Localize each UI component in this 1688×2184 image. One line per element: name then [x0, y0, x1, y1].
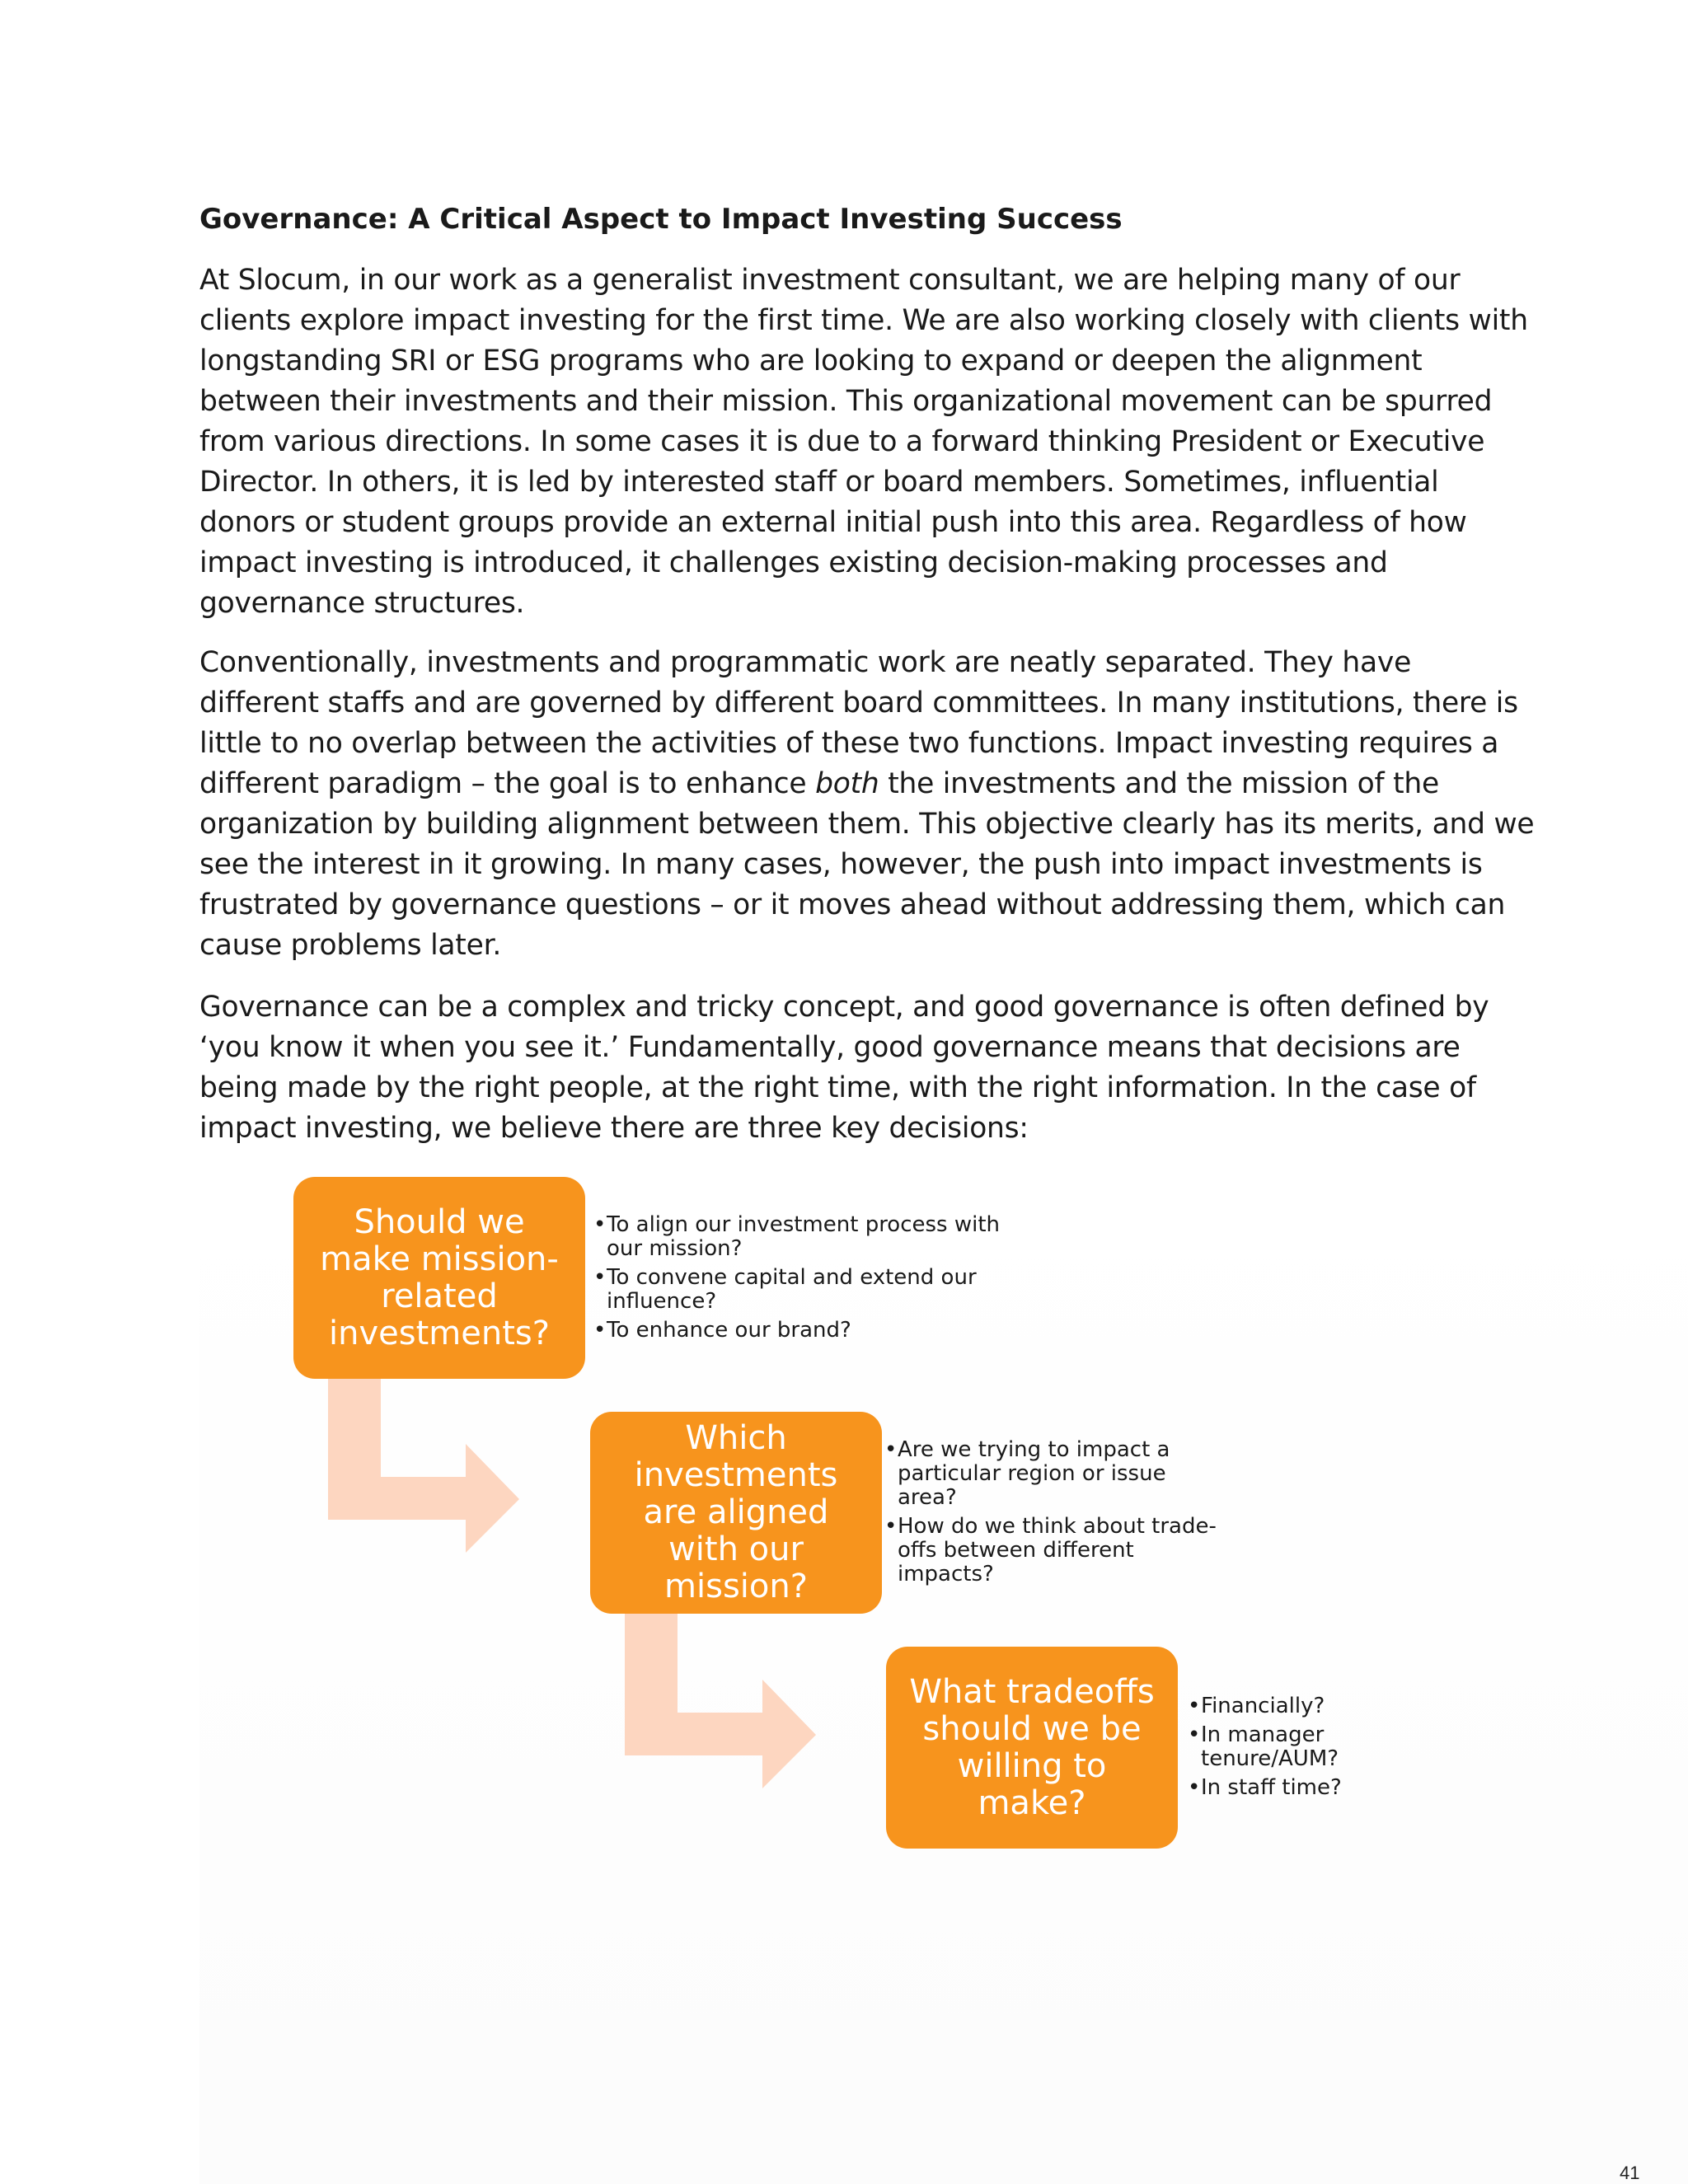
bullet-item [1188, 1694, 1369, 1718]
bullet-dot: • [593, 1265, 607, 1290]
emphasis-both: both [815, 767, 879, 800]
paragraph-governance: Governance can be a complex and tricky concept, and good governance is often defined by ‘you know it when you see it.’ Fundamentally, good governance means that decisions are being made by the right people, at the right time, with the right information. In the case of impact investing, we believe there are three key decisions: [199, 991, 1489, 1145]
bullet-dot: • [593, 1212, 607, 1237]
bullet-text: Financially? [1201, 1694, 1325, 1718]
bullet-text: To convene capital and extend our influence? [607, 1265, 977, 1314]
flow-arrow-1 [321, 1378, 528, 1559]
bullet-text: In manager tenure/AUM? [1201, 1722, 1339, 1771]
question-text-2: Which investments are aligned with our mission? [634, 1419, 838, 1605]
paragraph-conventional-part2: the investments and the mission of the organization by building alignment between them. This objective clearly has its merits, and we see the interest in it growing. In many cases, however, the push into impact investments is frustrated by governance questions – or it moves ahead without addressing them, which can cause problems later. [199, 767, 1535, 962]
bullet-dot: • [1188, 1722, 1201, 1747]
bullet-list-1 [593, 1213, 1022, 1347]
bullet-dot: • [1188, 1775, 1201, 1800]
paragraph-conventional-part1: Conventionally, investments and programmatic work are neatly separated. They have different staffs and are governed by different board committees. In many institutions, there is little to no overlap between the activities of these two functions. Impact investing requires a different paradigm – the goal is to enhance [199, 646, 1518, 800]
bullet-text: How do we think about trade-offs between different impacts? [898, 1514, 1217, 1586]
bullet-item [1188, 1723, 1369, 1771]
bullet-item [884, 1515, 1231, 1586]
bullet-list-2 [884, 1438, 1231, 1591]
bullet-dot: • [1188, 1694, 1201, 1718]
bullet-item [593, 1319, 1022, 1343]
bullet-item [593, 1266, 1022, 1314]
question-text-3: What tradeoffs should we be willing to make? [909, 1672, 1155, 1822]
bullet-item [884, 1438, 1231, 1510]
bullet-text: To enhance our brand? [607, 1318, 851, 1343]
section-heading: Governance: A Critical Aspect to Impact Investing Success [199, 203, 1123, 236]
paragraph-conventional [199, 643, 1539, 966]
bullet-dot: • [884, 1437, 898, 1462]
bullet-text: To align our investment process with our mission? [607, 1212, 1001, 1261]
bullet-dot: • [593, 1318, 607, 1343]
bullet-item [1188, 1776, 1369, 1800]
bullet-dot: • [884, 1514, 898, 1539]
question-box-2 [590, 1412, 882, 1614]
bullet-text: Are we trying to impact a particular region or issue area? [898, 1437, 1170, 1510]
flow-arrow-1-shape [328, 1378, 519, 1553]
page-number: 41 [1620, 2163, 1640, 2183]
question-box-1 [293, 1177, 585, 1379]
bullet-item [593, 1213, 1022, 1261]
paragraph-intro: At Slocum, in our work as a generalist investment consultant, we are helping many of our clients explore impact investing for the first time. We are also working closely with clients with longstanding SRI or ESG programs who are looking to expand or deepen the alignment between their investments and their mission. This organizational movement can be spurred from various directions. In some cases it is due to a forward thinking President or Executive Director. In others, it is led by interested staff or board members. Sometimes, influential donors or student groups provide an external initial push into this area. Regardless of how impact investing is introduced, it challenges existing decision-making processes and governance structures. [199, 264, 1528, 620]
flow-arrow-2 [618, 1614, 824, 1795]
question-text-1: Should we make mission-related investments? [320, 1202, 559, 1352]
bullet-list-3 [1188, 1694, 1369, 1805]
flow-arrow-2-shape [625, 1614, 816, 1788]
question-box-3 [886, 1647, 1178, 1849]
bullet-text: In staff time? [1201, 1775, 1342, 1800]
